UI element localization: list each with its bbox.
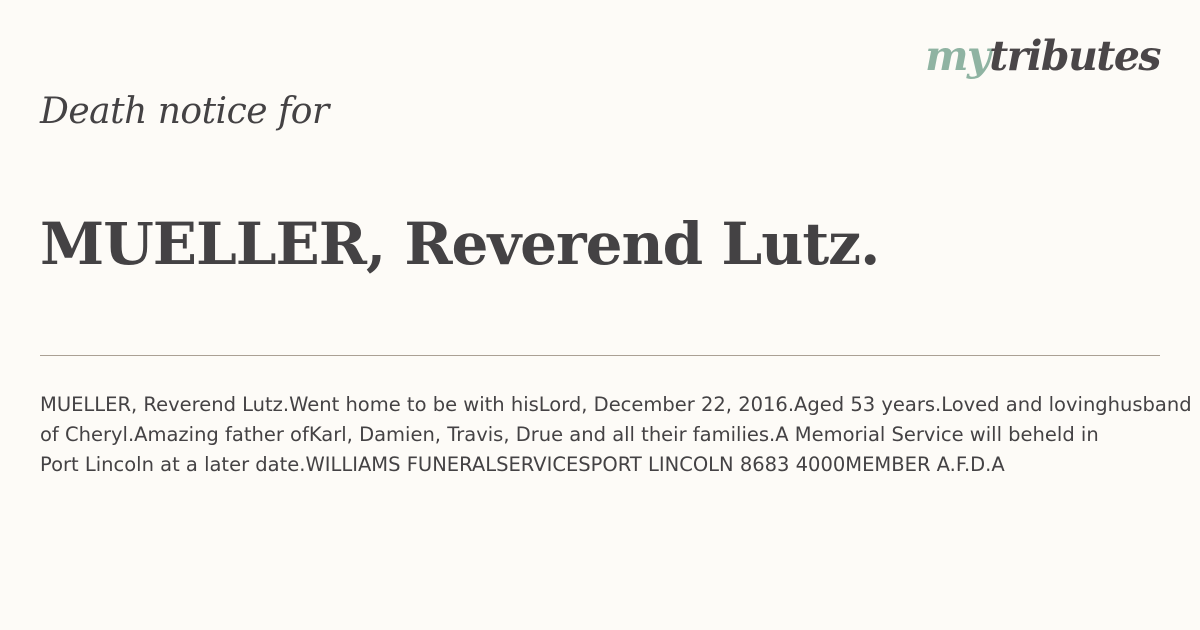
logo-suffix: tributes — [989, 32, 1160, 80]
deceased-name-title: MUELLER, Reverend Lutz. — [40, 210, 880, 278]
notice-line: of Cheryl.Amazing father ofKarl, Damien, Travis, Drue and all their families.A Memorial Service will beheld in — [40, 423, 1099, 446]
divider-line — [40, 355, 1160, 356]
notice-line: MUELLER, Reverend Lutz.Went home to be with hisLord, December 22, 2016.Aged 53 years.Loved and lovinghusband — [40, 393, 1192, 416]
notice-line: Port Lincoln at a later date.WILLIAMS FUNERALSERVICESPORT LINCOLN 8683 4000MEMBER A.F.D.A — [40, 453, 1005, 476]
notice-text — [40, 390, 1190, 480]
logo-prefix: my — [925, 32, 990, 80]
mytributes-logo[interactable] — [925, 32, 1160, 80]
death-notice-kicker: Death notice for — [40, 91, 329, 132]
